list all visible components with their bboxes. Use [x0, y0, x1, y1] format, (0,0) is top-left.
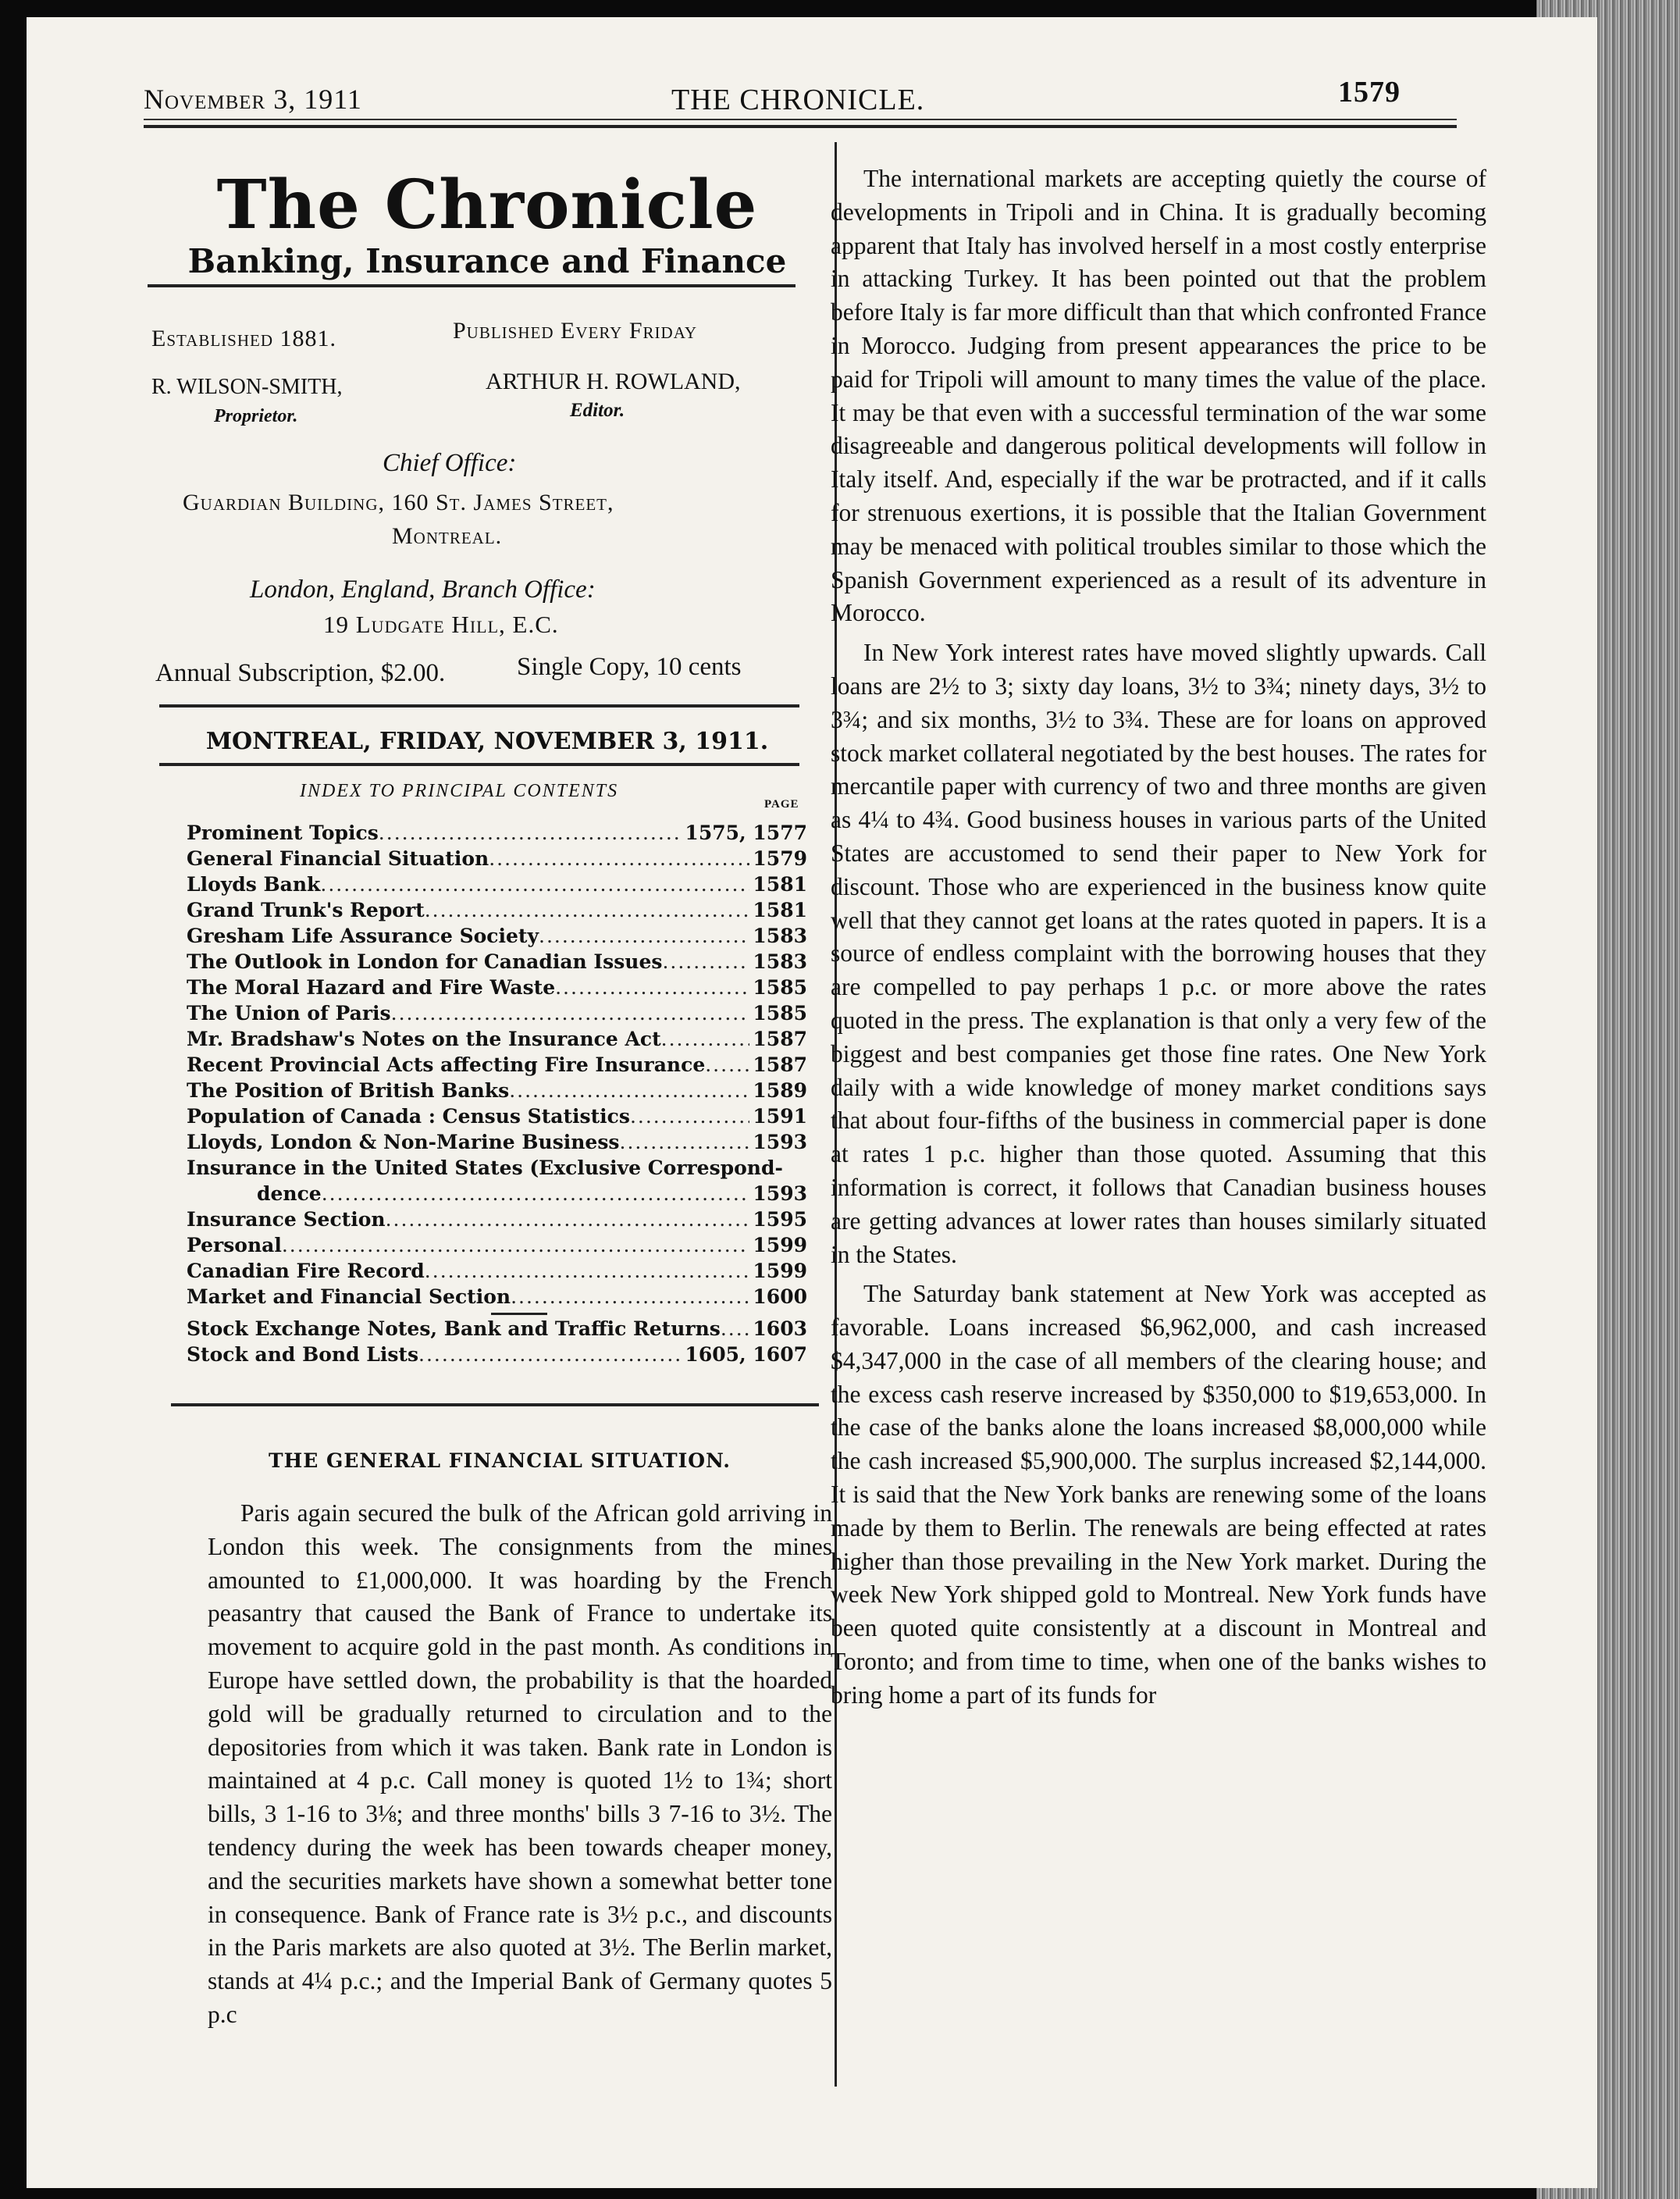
- chief-office-address: Guardian Building, 160 St. James Street,: [183, 490, 614, 515]
- toc-page: 1581: [753, 899, 807, 921]
- toc-page: 1589: [753, 1079, 807, 1102]
- toc-title: Personal: [187, 1234, 282, 1256]
- editor-name: ARTHUR H. ROWLAND,: [486, 369, 741, 394]
- branch-office-label: London, England, Branch Office:: [250, 576, 596, 604]
- toc-page: 1583: [753, 925, 807, 947]
- toc-entry: [187, 1105, 807, 1131]
- toc-page: 1587: [753, 1053, 807, 1076]
- toc-page: 1603: [753, 1317, 807, 1340]
- article-paragraph: Paris again secured the bulk of the African gold arriving in London this week. The consignments from the mines amounted to £1,000,000. It was hoarding by the French peasantry that caused the Bank of France to undertake its movement to acquire gold in the past month. As conditions in Europe have settled down, the probability is that the hoarded gold will be gradually returned to circulation and to the depositories from which it was taken. Bank rate in London is maintained at 4 p.c. Call money is quoted 1½ to 1¾; short bills, 3 1-16 to 3⅛; and three months' bills 3 7-16 to 3½. The tendency during the week has been towards cheaper money, and the securities markets have shown a somewhat better tone in consequence. Bank of France rate is 3½ p.c., and discounts in the Paris markets are also quoted at 3½. The Berlin market, stands at 4¼ p.c.; and the Imperial Bank of Germany quotes 5 p.c: [208, 1499, 832, 2028]
- toc-page: 1593: [753, 1131, 807, 1153]
- toc-entry: [187, 950, 807, 976]
- toc-entry: [187, 1131, 807, 1157]
- toc-entry: [187, 976, 807, 1002]
- toc-entry: [187, 1157, 807, 1182]
- toc-title: Population of Canada : Census Statistics: [187, 1105, 630, 1128]
- toc-entry: [187, 1028, 807, 1053]
- toc-title: Prominent Topics: [187, 822, 379, 844]
- toc-entry: [187, 1234, 807, 1260]
- toc-page: 1599: [753, 1234, 807, 1256]
- toc-page: 1593: [753, 1182, 807, 1205]
- toc-page: 1599: [753, 1260, 807, 1282]
- toc-title: Recent Provincial Acts affecting Fire Insurance: [187, 1053, 706, 1076]
- toc-page: 1591: [753, 1105, 807, 1128]
- toc-page: 1587: [753, 1028, 807, 1050]
- toc-title: Grand Trunk's Report: [187, 899, 425, 921]
- toc-title: Lloyds, London & Non-Marine Business: [187, 1131, 620, 1153]
- dateline-rule-bottom: [159, 763, 799, 766]
- newspaper-page: [27, 17, 1597, 2188]
- dateline: MONTREAL, FRIDAY, NOVEMBER 3, 1911.: [205, 728, 769, 755]
- toc-page: 1585: [753, 976, 807, 999]
- established-text: Established 1881.: [151, 326, 336, 351]
- toc-entry: [187, 847, 807, 873]
- index-page-label: PAGE: [764, 798, 799, 811]
- toc-title: Insurance in the United States (Exclusive Correspond-: [187, 1157, 783, 1179]
- single-copy-price: Single Copy, 10 cents: [517, 653, 742, 681]
- toc-title: The Moral Hazard and Fire Waste: [187, 976, 556, 999]
- header-rule-top: [144, 119, 1457, 120]
- toc-entry: [187, 1343, 807, 1369]
- branch-office-address: 19 Ludgate Hill, E.C.: [323, 611, 559, 638]
- article-paragraph: The international markets are accepting quietly the course of developments in Tripoli and in China. It is gradually becoming apparent that Italy has involved herself in a most costly enterprise in attacking Turkey. It has been pointed out that the problem before Italy is far more difficult than that which confronted France in Morocco. Judging from present appearances the price to be paid for Tripoli will amount to many times the value of the place. It may be that even with a successful termination of the war some disagreeable and dangerous political developments will follow in Italy itself. And, especially if the war be protracted, and if it calls for strenuous exertions, it is possible that the Italian Government may be menaced with political troubles similar to those which the Spanish Government experienced as a result of its adventure in Morocco.: [831, 165, 1486, 627]
- proprietor-name: R. WILSON-SMITH,: [151, 375, 343, 399]
- toc-title: Stock Exchange Notes, Bank and Traffic Returns: [187, 1317, 721, 1340]
- running-head-title: THE CHRONICLE.: [671, 84, 925, 116]
- toc-title: Insurance Section: [187, 1208, 386, 1231]
- toc-title: Stock and Bond Lists: [187, 1343, 419, 1366]
- toc-entry: [187, 899, 807, 925]
- toc-separator: [187, 1311, 807, 1317]
- toc-page: 1595: [753, 1208, 807, 1231]
- annual-subscription: Annual Subscription, $2.00.: [155, 659, 446, 687]
- toc-title: General Financial Situation: [187, 847, 489, 870]
- chief-office-label: Chief Office:: [383, 449, 517, 477]
- toc-entry: [187, 1285, 807, 1311]
- article-paragraph: In New York interest rates have moved slightly upwards. Call loans are 2½ to 3; sixty day loans, 3½ to 3¾; ninety days, 3½ to 3¾; and six months, 3½ to 3¾. These are for loans on approved stock market collateral negotiated by the best houses. The rates for mercantile paper with currency of two and three months are given as 4¼ to 4¾. Good business houses in various parts of the United States are accustomed to send their paper to New York for discount. Those who are experienced in the business know quite well that they cannot get loans at the rates quoted in papers. It is a source of endless complaint with the borrowing houses that they are compelled to pay perhaps 1 p.c. or more above the rates quoted in the press. The explanation is that only a very few of the biggest and best companies get those fine rates. One New York daily with a wide knowledge of money market conditions says that about four-fifths of the business in commercial paper is done at rates 1 p.c. higher than those quoted. Assuming that this information is correct, it follows that Canadian business houses are getting advances at lower rates than houses similarly situated in the States.: [831, 639, 1487, 1268]
- toc-entry: [187, 1079, 807, 1105]
- dateline-rule-top: [159, 704, 799, 707]
- header-rule-bottom: [144, 125, 1457, 128]
- toc-page: 1579: [753, 847, 807, 870]
- running-head-date: November 3, 1911: [144, 84, 362, 115]
- toc-page: 1581: [753, 873, 807, 896]
- table-of-contents: [187, 822, 807, 1369]
- toc-entry: [187, 1208, 807, 1234]
- toc-page: 1575, 1577: [685, 822, 807, 844]
- toc-title: Market and Financial Section: [187, 1285, 511, 1308]
- toc-title: The Outlook in London for Canadian Issues: [187, 950, 663, 973]
- chief-office-city: Montreal.: [392, 523, 503, 549]
- masthead-rule: [148, 284, 796, 287]
- toc-page: 1585: [753, 1002, 807, 1025]
- toc-title: Lloyds Bank: [187, 873, 321, 896]
- article-column-left: [208, 1497, 832, 2038]
- toc-title: dence: [257, 1182, 322, 1205]
- toc-entry: [187, 1182, 807, 1208]
- toc-title: The Position of British Banks: [187, 1079, 510, 1102]
- running-head: [27, 17, 1597, 116]
- article-paragraph: The Saturday bank statement at New York was accepted as favorable. Loans increased $6,962,000, and cash increased $4,347,000 in the case of all members of the clearing house; and the excess cash reserve increased by $350,000 to $19,653,000. In the case of the banks alone the loans increased $8,000,000 while the cash increased $5,900,000. The surplus increased $2,144,000. It is said that the New York banks are renewing some of the loans made by them to Berlin. The renewals are being effected at rates higher than those prevailing in the New York market. During the week New York shipped gold to Montreal. New York funds have been quoted quite consistently at a discount in Montreal and Toronto; and from time to time, when one of the banks wishes to bring home a part of its funds for: [831, 1280, 1486, 1709]
- toc-page: 1583: [753, 950, 807, 973]
- masthead-title: The Chronicle: [216, 166, 758, 244]
- toc-title: The Union of Paris: [187, 1002, 391, 1025]
- toc-entry: [187, 925, 807, 950]
- article-heading: THE GENERAL FINANCIAL SITUATION.: [269, 1449, 731, 1472]
- toc-entry: [187, 1053, 807, 1079]
- toc-title: Canadian Fire Record: [187, 1260, 425, 1282]
- toc-entry: [187, 1002, 807, 1028]
- toc-page: 1605, 1607: [685, 1343, 807, 1366]
- toc-entry: [187, 822, 807, 847]
- masthead-subtitle: Banking, Insurance and Finance: [187, 242, 787, 280]
- toc-entry: [187, 873, 807, 899]
- index-rule-bottom: [171, 1403, 819, 1406]
- toc-page: 1600: [753, 1285, 807, 1308]
- toc-title: Gresham Life Assurance Society: [187, 925, 539, 947]
- published-text: Published Every Friday: [453, 318, 698, 344]
- index-heading: INDEX TO PRINCIPAL CONTENTS: [300, 781, 619, 801]
- toc-entry: [187, 1317, 807, 1343]
- page-number: 1579: [1338, 76, 1401, 109]
- editor-role: Editor.: [570, 400, 625, 421]
- toc-entry: [187, 1260, 807, 1285]
- toc-title: Mr. Bradshaw's Notes on the Insurance Act: [187, 1028, 661, 1050]
- proprietor-role: Proprietor.: [214, 406, 298, 426]
- article-column-right: [831, 162, 1486, 1719]
